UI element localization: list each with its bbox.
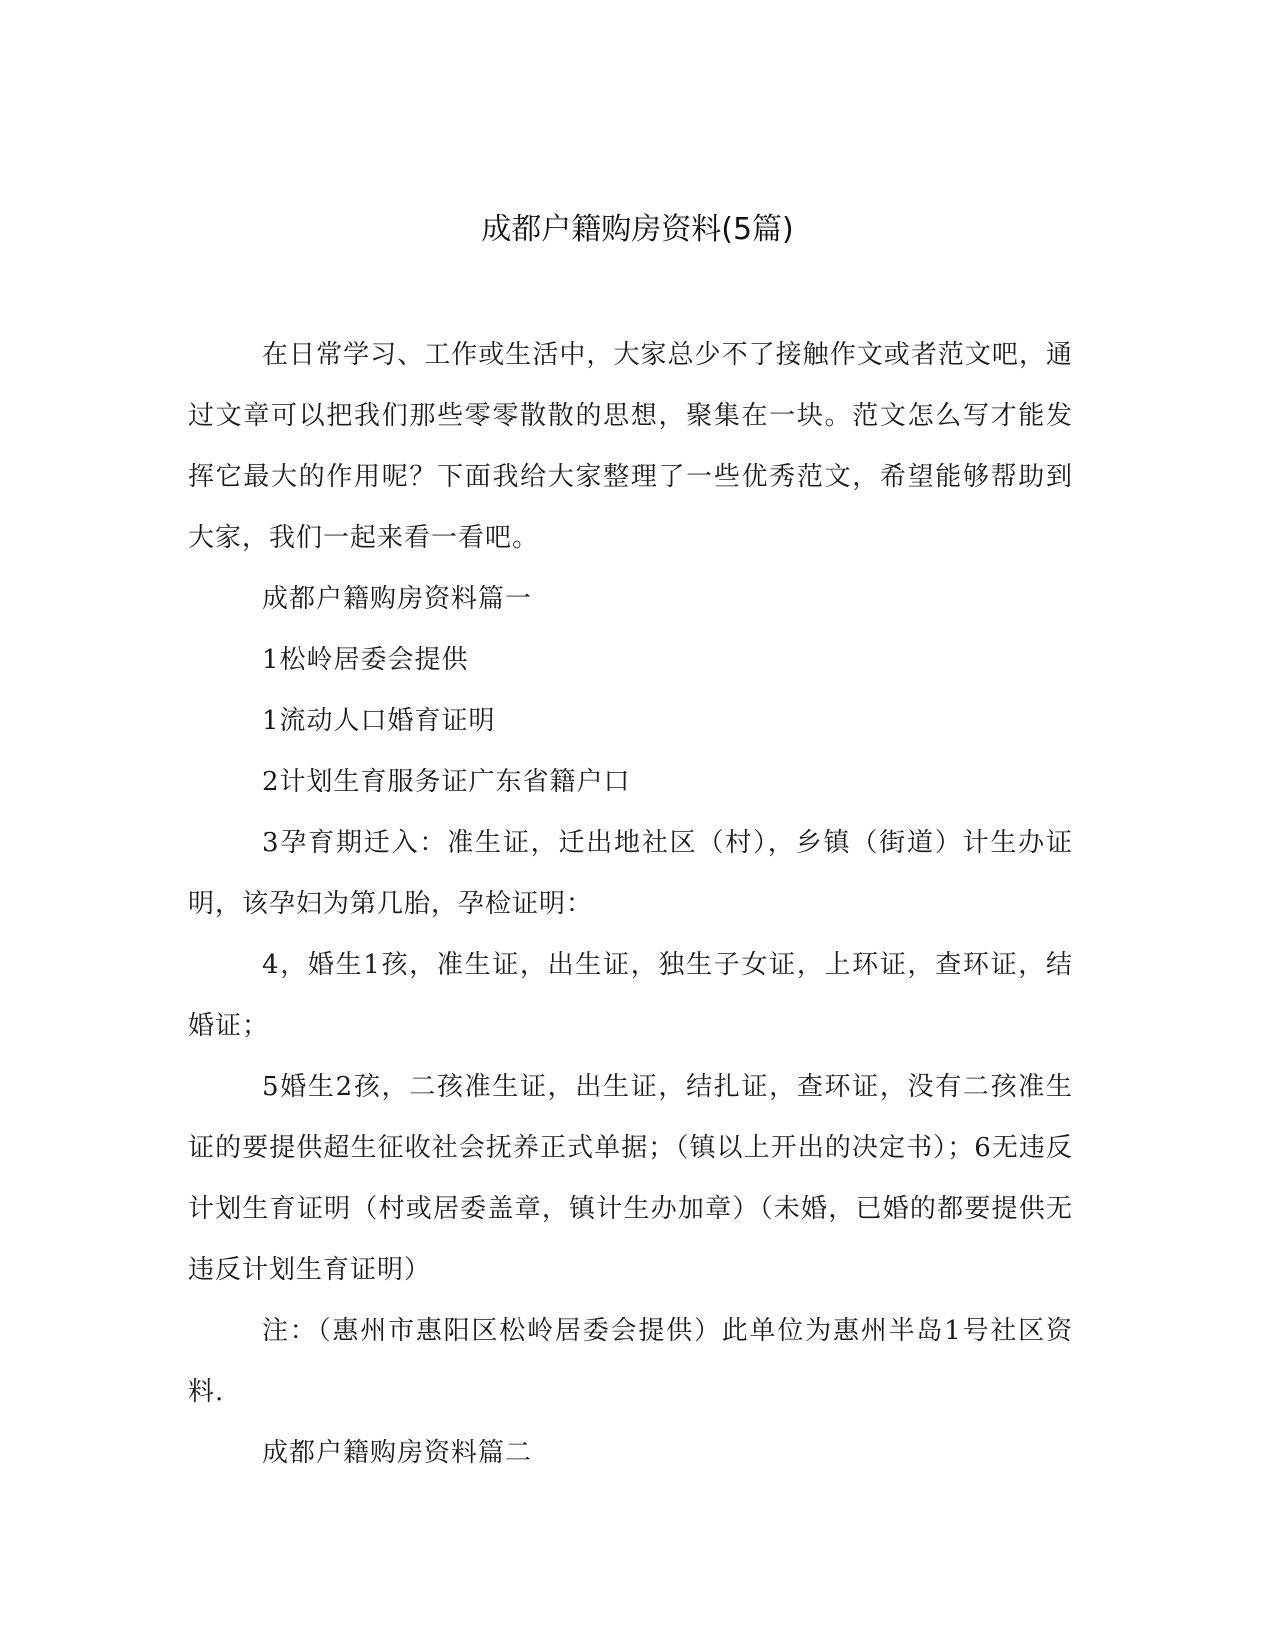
list-item: 1松岭居委会提供 — [262, 645, 469, 675]
section-heading-2: 成都户籍购房资料篇二 — [262, 1438, 533, 1468]
intro-paragraph: 在日常学习、工作或生活中，大家总少不了接触作文或者范文吧，通过文章可以把我们那些零零散散的思想，聚集在一块。范文怎么写才能发挥它最大的作用呢？下面我给大家整理了一些优秀范文，希望能够帮助到大家，我们一起来看一看吧。 — [188, 340, 1073, 553]
document-title: 成都户籍购房资料(5篇) — [481, 212, 794, 247]
list-item: 5婚生2孩，二孩准生证，出生证，结扎证，查环证，没有二孩准生证的要提供超生征收社会抚养正式单据；（镇以上开出的决定书）；6无违反计划生育证明（村或居委盖章，镇计生办加章）（未婚，已婚的都要提供无违反计划生育证明） — [188, 1072, 1073, 1285]
list-item: 1流动人口婚育证明 — [262, 706, 496, 736]
list-item: 4，婚生1孩，准生证，出生证，独生子女证，上环证，查环证，结婚证； — [188, 950, 1073, 1041]
list-item: 2计划生育服务证广东省籍户口 — [262, 767, 631, 797]
note-paragraph: 注：（惠州市惠阳区松岭居委会提供）此单位为惠州半岛1号社区资料. — [188, 1316, 1073, 1407]
document-body — [188, 325, 1073, 1484]
list-item: 3孕育期迁入：准生证，迁出地社区（村），乡镇（街道）计生办证明，该孕妇为第几胎，孕检证明： — [188, 828, 1073, 919]
section-heading-1: 成都户籍购房资料篇一 — [262, 584, 533, 614]
